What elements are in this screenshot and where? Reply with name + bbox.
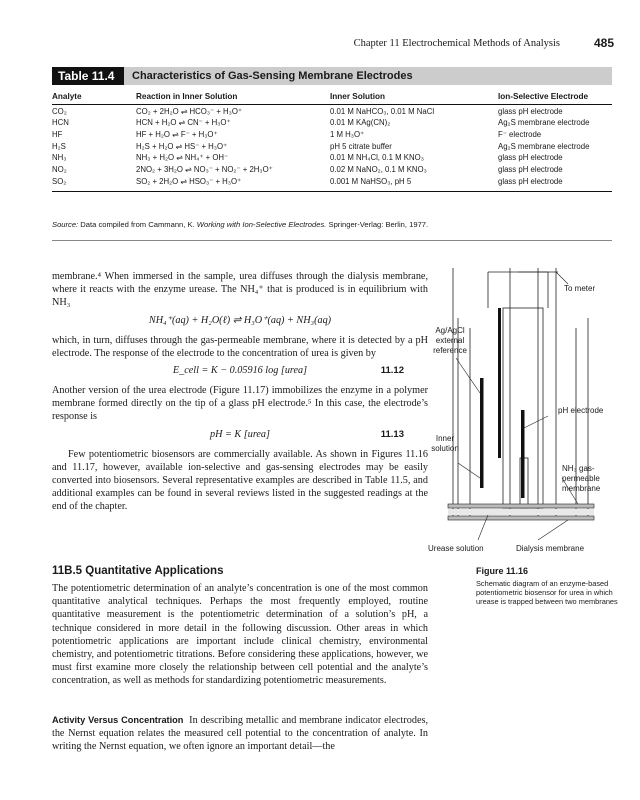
table-cell: glass pH electrode	[498, 153, 563, 163]
table-cell: Ag₂S membrane electrode	[498, 118, 590, 128]
paragraph: Another version of the urea electrode (Figure 11.17) immobilizes the enzyme in a polymer membrane formed directly on the tip of a glass pH electrode.⁵ In this case, the electrode’s response is	[52, 385, 428, 423]
table-cell: glass pH electrode	[498, 164, 563, 174]
table-row	[52, 105, 612, 117]
figure-caption-text: Schematic diagram of an enzyme-based potentiometric biosensor for urea in which urease is trapped between two membranes	[476, 579, 618, 607]
label-to-meter: To meter	[564, 284, 596, 293]
table-cell: SO₂ + 2H₂O ⇌ HSO₃⁻ + H₃O⁺	[136, 175, 330, 191]
equation-number: 11.13	[380, 428, 404, 440]
paragraph: In describing metallic and membrane indicator electrodes, the Nernst equation relates the measured cell potential to the concentration of analyte. In writing the Nernst equation, we often ignore an important detail—the	[52, 715, 428, 753]
table-cell: HF	[52, 129, 63, 139]
column-header: Analyte	[52, 90, 136, 105]
equation-expression: NH₄⁺(aq) + H₂O(ℓ) ⇌ H₃O⁺(aq) + NH₃(aq)	[148, 314, 332, 326]
table-cell: CO₂ + 2H₂O ⇌ HCO₃⁻ + H₃O⁺	[136, 106, 243, 116]
label-dialysis-membrane: Dialysis membrane	[516, 544, 585, 553]
label-reference: Ag/AgCl external reference	[433, 326, 467, 355]
table-cell: NH₃	[52, 153, 67, 163]
table-cell: 0.01 M KAg(CN)₂	[330, 118, 391, 128]
table-cell: HF + H₂O ⇌ F⁻ + H₃O⁺	[136, 129, 218, 139]
table-source-note	[52, 220, 612, 229]
table-row	[52, 117, 612, 129]
page-header	[0, 38, 640, 54]
table-cell: 0.01 M NaHCO₃, 0.01 M NaCl	[330, 106, 435, 116]
subsection-body	[52, 714, 428, 754]
table-cell: 0.02 M NaNO₂, 0.1 M KNO₃	[330, 164, 427, 174]
paragraph: which, in turn, diffuses through the gas-permeable membrane, where it is detected by a pH electrode. The response of the electrode to the concentration of urea is given by	[52, 334, 428, 359]
source-text: Data compiled from Cammann, K.	[80, 220, 195, 229]
section-body	[52, 582, 428, 688]
column-header: Reaction in Inner Solution	[136, 90, 330, 105]
table-caption: Characteristics of Gas-Sensing Membrane Electrodes	[132, 70, 413, 82]
table-cell: NH₃ + H₂O ⇌ NH₄⁺ + OH⁻	[136, 153, 229, 163]
equation	[52, 428, 428, 444]
table-cell: CO₂	[52, 106, 67, 116]
table-cell: HCN + H₂O ⇌ CN⁻ + H₃O⁺	[136, 118, 231, 128]
equation-expression: E_cell = K − 0.05916 log [urea]	[172, 365, 308, 377]
paragraph: Few potentiometric biosensors are commercially available. As shown in Figures 11.16 and 11.17, however, available ion-selective and gas-sensing electrodes may be easily converted into biosensors. Several representative examples are described in Table 11.5, and additional examples can be found in several reviews listed in the suggested readings at the end of the chapter.	[52, 448, 428, 513]
table-row	[52, 163, 612, 175]
table-cell: 1 M H₃O⁺	[330, 129, 365, 139]
page-number: 485	[593, 36, 614, 50]
paragraph: membrane.⁴ When immersed in the sample, urea diffuses through the dialysis membrane, where it reacts with the enzyme urease. The NH₄⁺ that is produced is in equilibrium with NH₃	[52, 271, 428, 309]
paragraph: The potentiometric determination of an analyte’s concentration is one of the most common quantitative analytical techniques. Perhaps the most frequently employed, routine quantitative measurement is the potentiometric determination of a solution’s pH, a technique considered in more detail in the following discussion. Other areas in which potentiometric applications are important include clinical chemistry, environmental chemistry, and potentiometric titrations. Before considering these applications, however, we must first examine more closely the relationship between cell potential and the analyte’s concentration, as well as methods for standardizing potentiometric measurements.	[52, 583, 428, 687]
table-cell: H₂S	[52, 141, 66, 151]
table-row	[52, 175, 612, 191]
table-title-bar	[52, 67, 612, 85]
reference-electrode	[480, 378, 484, 488]
table-cell: HCN	[52, 118, 69, 128]
table-cell: SO₂	[52, 175, 136, 191]
table-label: Table 11.4	[52, 67, 124, 85]
label-inner-solution: Inner solution	[431, 434, 459, 453]
table-header-row	[52, 90, 612, 105]
section-heading: 11B.5 Quantitative Applications	[52, 565, 224, 577]
table-cell: glass pH electrode	[498, 175, 612, 191]
biosensor-figure	[428, 268, 628, 558]
gas-sensing-electrodes-table	[52, 90, 612, 192]
table-cell: glass pH electrode	[498, 106, 563, 116]
figure-caption-title: Figure 11.16	[476, 566, 529, 576]
label-urease-solution: Urease solution	[428, 544, 484, 553]
subsection-heading: Activity Versus Concentration	[52, 715, 184, 725]
source-title: Working with Ion-Selective Electrodes.	[196, 220, 327, 229]
table-cell: Ag₂S membrane electrode	[498, 141, 590, 151]
table-cell: F⁻ electrode	[498, 129, 542, 139]
gas-permeable-membrane	[448, 504, 594, 508]
internal-electrode	[521, 410, 525, 498]
body-text	[52, 270, 428, 514]
table-row	[52, 140, 612, 152]
equation	[52, 314, 428, 330]
table-row	[52, 128, 612, 140]
table-cell: 0.01 M NH₄Cl, 0.1 M KNO₃	[330, 153, 424, 163]
dialysis-membrane	[448, 516, 594, 520]
label-nh3-membrane: NH₃ gas- permeable membrane	[562, 464, 601, 493]
equation	[52, 364, 428, 380]
table-cell: H₂S + H₂O ⇌ HS⁻ + H₃O⁺	[136, 141, 228, 151]
table-row	[52, 152, 612, 164]
table-cell: 0.001 M NaHSO₃, pH 5	[330, 175, 498, 191]
column-header: Ion-Selective Electrode	[498, 90, 612, 105]
table-cell: pH 5 citrate buffer	[330, 141, 392, 151]
source-publisher: Springer-Verlag: Berlin, 1977.	[328, 220, 429, 229]
equation-number: 11.12	[380, 365, 404, 377]
table-cell: 2NO₂ + 3H₂O ⇌ NO₃⁻ + NO₂⁻ + 2H₃O⁺	[136, 164, 273, 174]
equation-expression: pH = K [urea]	[210, 428, 270, 440]
label-ph-electrode: pH electrode	[558, 406, 604, 415]
urease-solution-layer	[448, 509, 594, 515]
chapter-title: Chapter 11 Electrochemical Methods of Analysis	[353, 38, 560, 49]
source-label: Source:	[52, 220, 79, 229]
table-cell: NO₂	[52, 164, 67, 174]
column-header: Inner Solution	[330, 90, 498, 105]
divider	[52, 240, 612, 241]
reference-electrode	[498, 308, 501, 458]
